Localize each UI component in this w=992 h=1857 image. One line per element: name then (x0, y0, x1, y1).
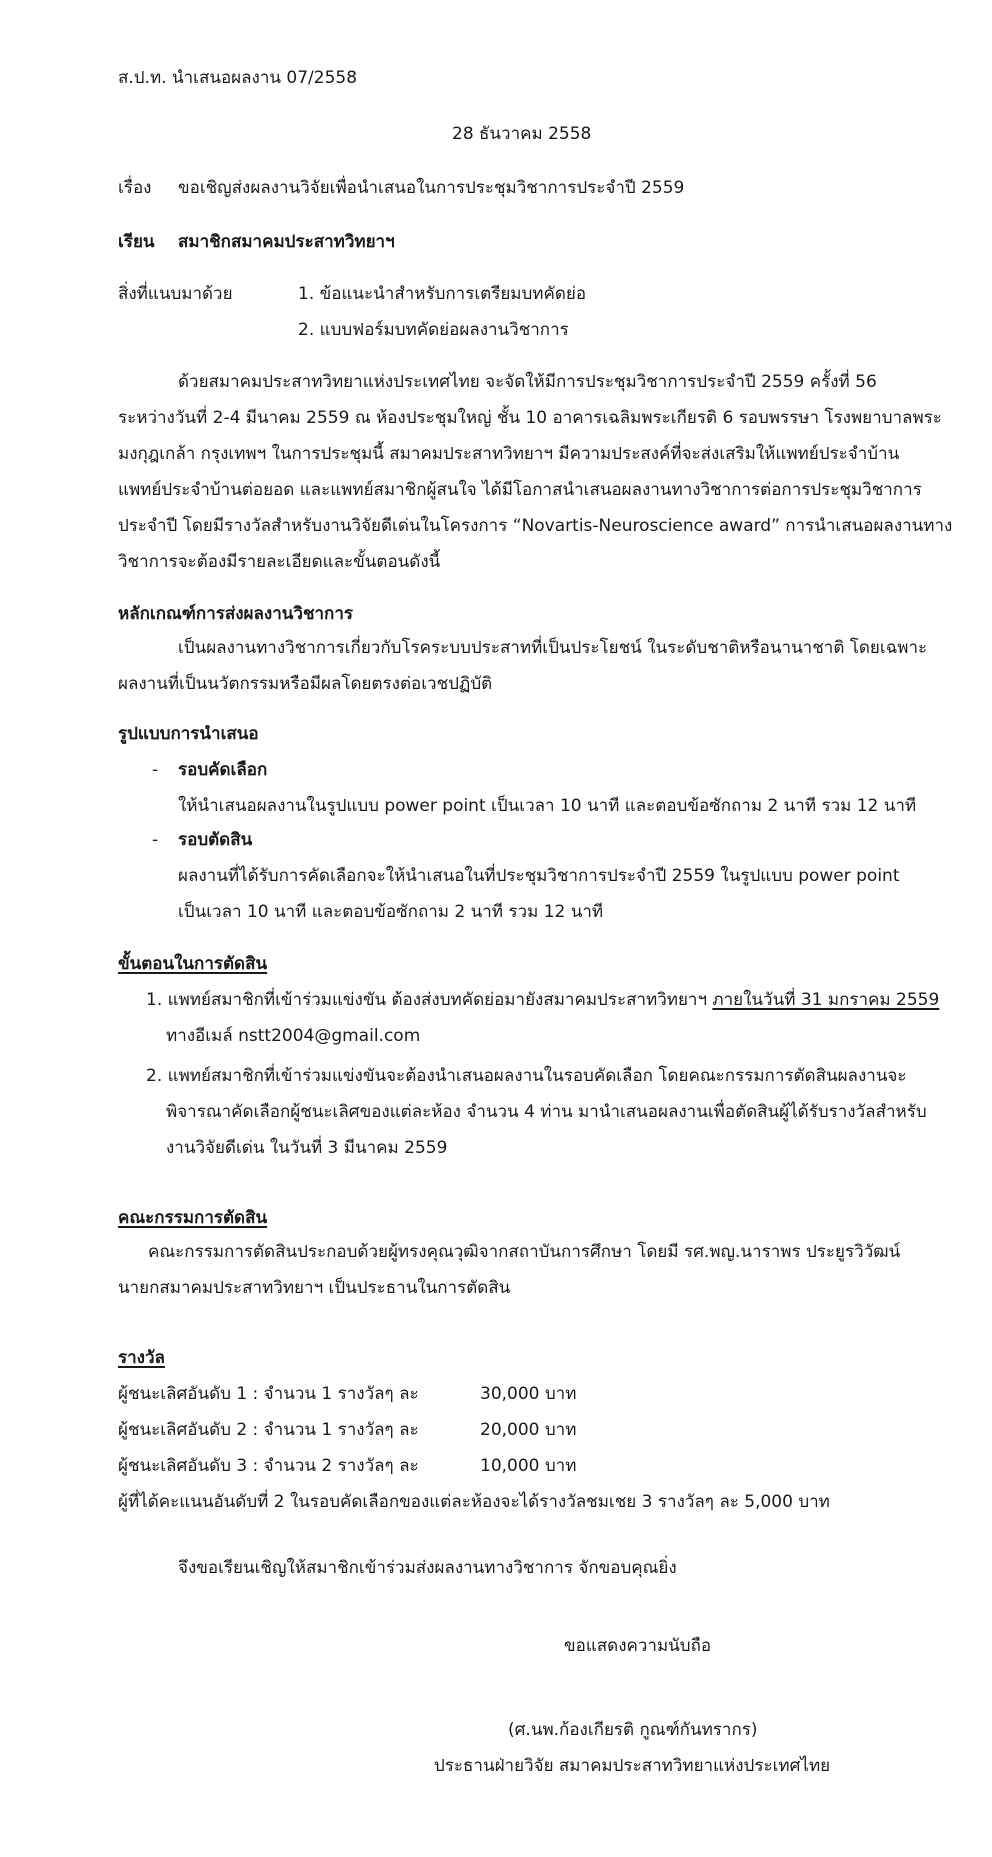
signer-title: ประธานฝ่ายวิจัย สมาคมประสาทวิทยาแห่งประเทศไทย (434, 1756, 831, 1776)
committee-line: นายกสมาคมประสาทวิทยาฯ เป็นประธานในการตัดสิน (118, 1278, 511, 1298)
step-1-deadline: ภายในวันที่ 31 มกราคม 2559 (712, 990, 940, 1010)
procedure-step-1 (146, 988, 939, 1012)
intro-line: ด้วยสมาคมประสาทวิทยาแห่งประเทศไทย จะจัดให้มีการประชุมวิชาการประจำปี 2559 ครั้งที่ 56 (178, 372, 877, 392)
round-title: รอบตัดสิน (178, 830, 253, 850)
round-detail: ผลงานที่ได้รับการคัดเลือกจะให้นำเสนอในที่ประชุมวิชาการประจำปี 2559 ในรูปแบบ power point (178, 866, 900, 886)
intro-line: ประจำปี โดยมีรางวัลสำหรับงานวิจัยดีเด่นในโครงการ “Novartis-Neuroscience award” การนำเสนอผลงานทาง (118, 516, 953, 536)
intro-line: มงกุฎเกล้า กรุงเทพฯ ในการประชุมนี้ สมาคมประสาทวิทยาฯ มีความประสงค์ที่จะส่งเสริมให้แพทย์ประจำบ้าน (118, 444, 900, 464)
subject-text: ขอเชิญส่งผลงานวิจัยเพื่อนำเสนอในการประชุมวิชาการประจำปี 2559 (178, 178, 685, 198)
prize-amount: 10,000 บาท (480, 1456, 577, 1476)
prize-label: ผู้ชนะเลิศอันดับ 1 : จำนวน 1 รางวัลๆ ละ (118, 1384, 419, 1404)
attachment-item: 2. แบบฟอร์มบทคัดย่อผลงานวิชาการ (298, 320, 569, 340)
intro-line: ระหว่างวันที่ 2-4 มีนาคม 2559 ณ ห้องประชุมใหญ่ ชั้น 10 อาคารเฉลิมพระเกียรติ 6 รอบพรรษา โรงพยาบาลพระ (118, 408, 942, 428)
signer-name: (ศ.นพ.ก้องเกียรติ กูณฑ์กันทรากร) (508, 1720, 758, 1740)
intro-line: วิชาการจะต้องมีรายละเอียดและขั้นตอนดังนี้ (118, 552, 441, 572)
document-reference: ส.ป.ท. นำเสนอผลงาน 07/2558 (118, 68, 358, 88)
prize-amount: 20,000 บาท (480, 1420, 577, 1440)
step-2-line: งานวิจัยดีเด่น ในวันที่ 3 มีนาคม 2559 (166, 1138, 448, 1158)
closing-regards: ขอแสดงความนับถือ (564, 1636, 712, 1656)
round-detail: เป็นเวลา 10 นาที และตอบข้อซักถาม 2 นาที รวม 12 นาที (178, 902, 604, 922)
attachment-item: 1. ข้อแนะนำสำหรับการเตรียมบทคัดย่อ (298, 284, 587, 304)
prize-amount: 30,000 บาท (480, 1384, 577, 1404)
criteria-line: เป็นผลงานทางวิชาการเกี่ยวกับโรคระบบประสาทที่เป็นประโยชน์ ในระดับชาติหรือนานาชาติ โดยเฉพาะ (178, 638, 928, 658)
prize-label: ผู้ชนะเลิศอันดับ 3 : จำนวน 2 รางวัลๆ ละ (118, 1456, 419, 1476)
step-1-text: 1. แพทย์สมาชิกที่เข้าร่วมแข่งขัน ต้องส่งบทคัดย่อมายังสมาคมประสาทวิทยาฯ (146, 990, 713, 1010)
procedure-step-2: 2. แพทย์สมาชิกที่เข้าร่วมแข่งขันจะต้องนำเสนอผลงานในรอบคัดเลือก โดยคณะกรรมการตัดสินผลงานจะ (146, 1066, 907, 1086)
round-bullet: - (152, 760, 159, 780)
criteria-line: ผลงานที่เป็นนวัตกรรมหรือมีผลโดยตรงต่อเวชปฏิบัติ (118, 674, 493, 694)
attachments-label: สิ่งที่แนบมาด้วย (118, 284, 233, 304)
round-detail: ให้นำเสนอผลงานในรูปแบบ power point เป็นเวลา 10 นาที และตอบข้อซักถาม 2 นาที รวม 12 นาที (178, 796, 917, 816)
subject-label: เรื่อง (118, 178, 152, 198)
prizes-heading: รางวัล (118, 1348, 165, 1368)
format-heading: รูปแบบการนำเสนอ (118, 724, 259, 744)
committee-heading: คณะกรรมการตัดสิน (118, 1208, 268, 1228)
document-date: 28 ธันวาคม 2558 (452, 124, 592, 144)
procedure-heading: ขั้นตอนในการตัดสิน (118, 954, 268, 974)
recipient-label: เรียน (118, 232, 155, 252)
step-2-line: พิจารณาคัดเลือกผู้ชนะเลิศของแต่ละห้อง จำนวน 4 ท่าน มานำเสนอผลงานเพื่อตัดสินผู้ได้รับรางวัลสำหรับ (166, 1102, 927, 1122)
prize-label: ผู้ชนะเลิศอันดับ 2 : จำนวน 1 รางวัลๆ ละ (118, 1420, 419, 1440)
committee-line: คณะกรรมการตัดสินประกอบด้วยผู้ทรงคุณวุฒิจากสถาบันการศึกษา โดยมี รศ.พญ.นาราพร ประยูรวิวัฒน์ (148, 1242, 901, 1262)
recipient-text: สมาชิกสมาคมประสาทวิทยาฯ (178, 232, 395, 252)
closing-invitation: จึงขอเรียนเชิญให้สมาชิกเข้าร่วมส่งผลงานทางวิชาการ จักขอบคุณยิ่ง (178, 1558, 677, 1578)
consolation-prize: ผู้ที่ได้คะแนนอันดับที่ 2 ในรอบคัดเลือกของแต่ละห้องจะได้รางวัลชมเชย 3 รางวัลๆ ละ 5,000 บาท (118, 1492, 830, 1512)
step-1-email: ทางอีเมล์ nstt2004@gmail.com (166, 1026, 421, 1046)
criteria-heading: หลักเกณฑ์การส่งผลงานวิชาการ (118, 604, 353, 624)
round-title: รอบคัดเลือก (178, 760, 268, 780)
intro-line: แพทย์ประจำบ้านต่อยอด และแพทย์สมาชิกผู้สนใจ ได้มีโอกาสนำเสนอผลงานทางวิชาการต่อการประชุมวิชาการ (118, 480, 922, 500)
round-bullet: - (152, 830, 159, 850)
